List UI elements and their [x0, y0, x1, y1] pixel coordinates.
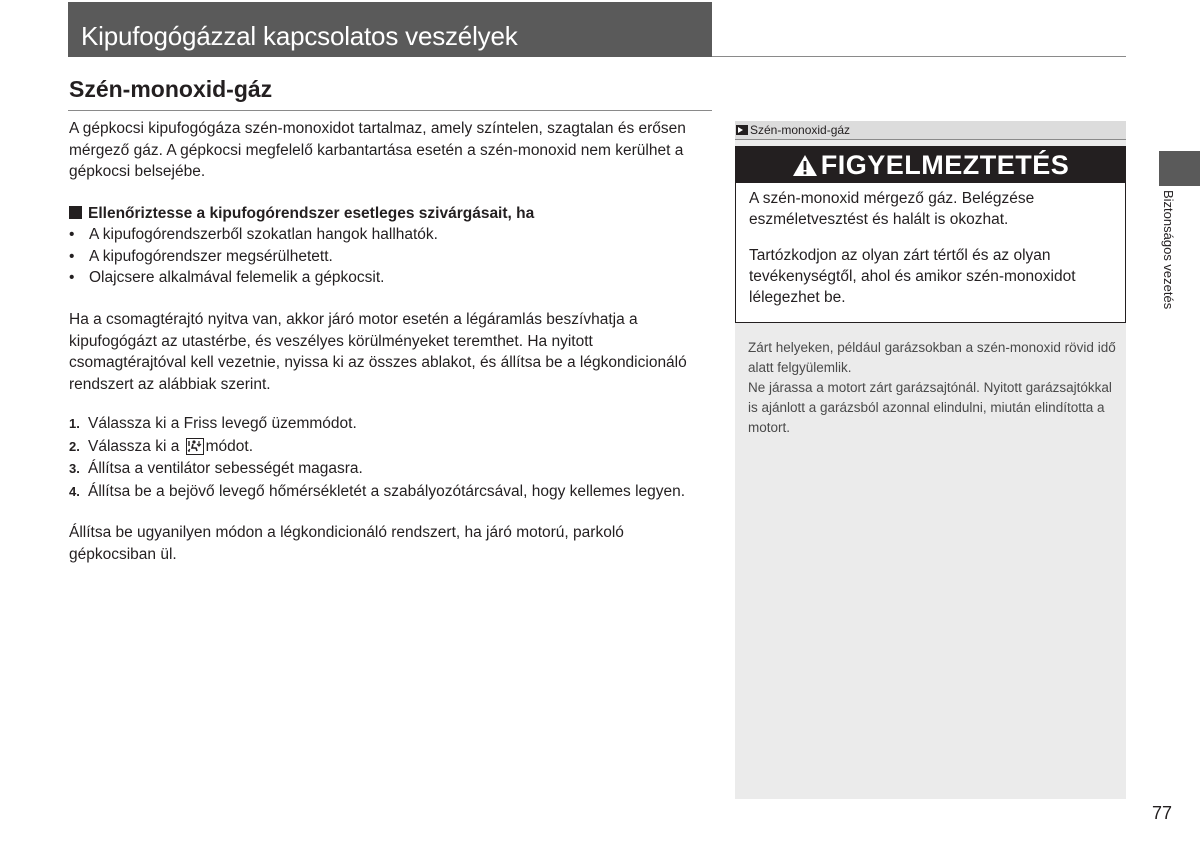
step-item: 1. Válassza ki a Friss levegő üzemmódot. [69, 415, 357, 432]
bullet-icon: • [69, 269, 75, 286]
step-item: 4. Állítsa be a bejövő levegő hőmérsékletét a szabályozótárcsával, hogy kellemes legyen. [69, 482, 686, 500]
note-2: Ne járassa a motort zárt garázsajtónál. Nyitott garázsajtókkal is ajánlott a garázsból azonnal elindulni, miután elindította a motort. [748, 380, 1112, 435]
trunk-paragraph: Ha a csomagtérajtó nyitva van, akkor járó motor esetén a légáramlás beszívhatja a kipufogógázt az utastérbe, és veszélyes körülményeket teremthet. Ha nyitott csomagtérajtóval kell vezetnie, nyissa ki az összes ablakot, és állítsa be a légkondicionáló rendszert az alábbiak szerint. [69, 311, 687, 393]
warning-title: FIGYELMEZTETÉS [820, 150, 1070, 180]
steps-list [69, 413, 685, 503]
chapter-header [68, 2, 712, 57]
note-1: Zárt helyeken, például garázsokban a szén-monoxid rövid idő alatt felgyülemlik. [748, 340, 1116, 375]
header-rule [712, 56, 1126, 57]
intro-paragraph: A gépkocsi kipufogógáza szén-monoxidot tartalmaz, amely színtelen, szagtalan és erősen mérgező gáz. A gépkocsi megfelelő karbantartása esetén a szén-monoxid nem kerülhet a gépkocsi belsejébe. [69, 120, 686, 180]
warning-box [735, 146, 1126, 323]
side-panel [735, 121, 1126, 799]
warning-text-1: A szén-monoxid mérgező gáz. Belégzése eszméletvesztést és halált is okozhat. [749, 190, 1035, 228]
square-bullet-icon [69, 206, 82, 219]
section-title: Szén-monoxid-gáz [69, 76, 273, 102]
bullet-list [69, 224, 438, 289]
side-reference[interactable] [735, 121, 1126, 140]
reference-arrow-icon [736, 125, 748, 135]
bullet-icon: • [69, 226, 75, 243]
chapter-tab-label[interactable]: Biztonságos vezetés [1161, 190, 1176, 310]
warning-header [736, 147, 1125, 183]
warning-text-2: Tartózkodjon az olyan zárt tértől és az olyan tevékenységtől, ahol és amikor szén-monoxidot lélegezhet be. [749, 247, 1076, 306]
warning-triangle-icon [792, 154, 818, 177]
list-item: • A kipufogórendszerből szokatlan hangok hallhatók. [69, 224, 438, 246]
floor-defrost-mode-icon [186, 438, 204, 455]
check-heading [69, 203, 534, 225]
page-title: Kipufogógázzal kapcsolatos veszélyek [81, 21, 518, 51]
page-number: 77 [1152, 803, 1173, 823]
list-item: • A kipufogórendszer megsérülhetett. [69, 246, 438, 268]
list-item: • Olajcsere alkalmával felemelik a gépkocsit. [69, 267, 438, 289]
chapter-tab-marker [1159, 151, 1200, 186]
bullet-icon: • [69, 247, 75, 265]
section-rule [68, 110, 712, 111]
outro-paragraph: Állítsa be ugyanilyen módon a légkondicionáló rendszert, ha járó motorú, parkoló gépkocsiban ül. [69, 524, 624, 563]
step-item: 2. Válassza ki a módot. [69, 437, 254, 455]
step-item: 3. Állítsa a ventilátor sebességét magasra. [69, 460, 363, 477]
check-heading-text: Ellenőriztesse a kipufogórendszer esetleges szivárgásait, ha [88, 205, 535, 222]
side-reference-label: Szén-monoxid-gáz [750, 123, 851, 137]
side-notes [748, 338, 1118, 438]
